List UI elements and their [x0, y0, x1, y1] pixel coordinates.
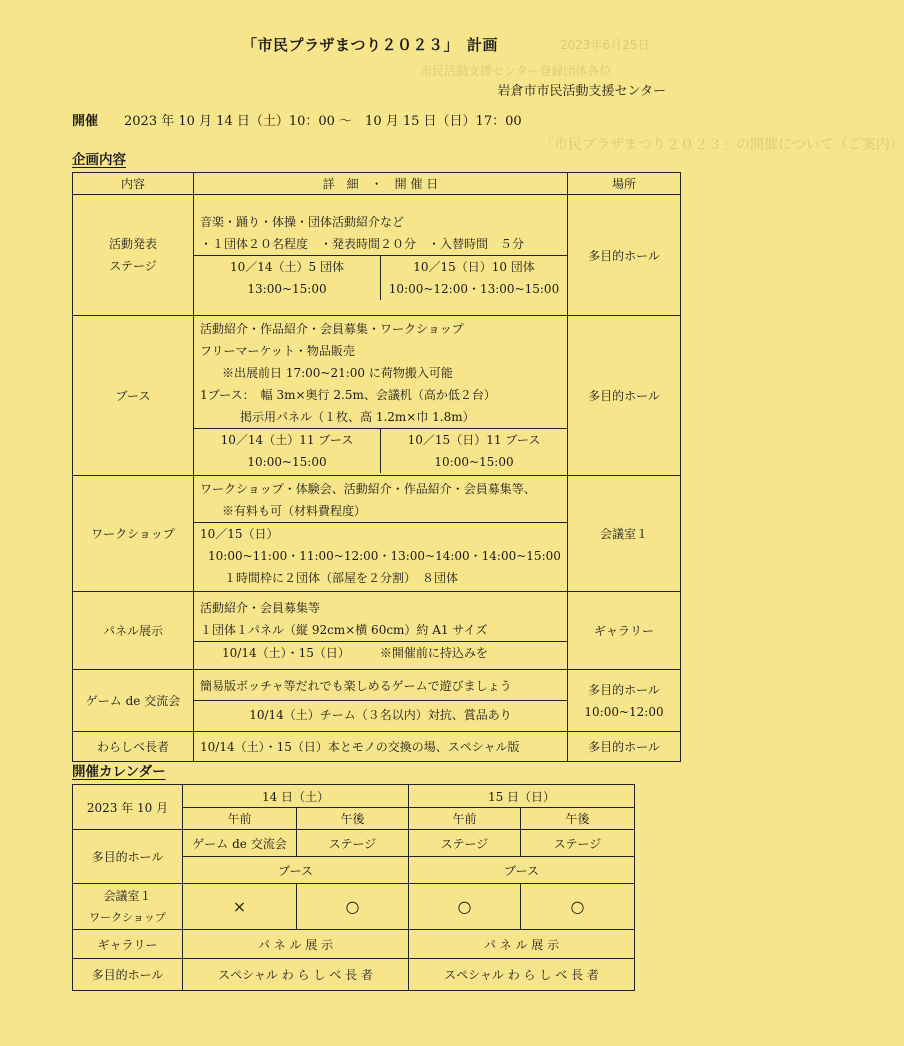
booth-day1-count: 10／14（土）11 ブース: [220, 433, 354, 447]
stage-detail: [194, 195, 568, 316]
plan-row-booth: [73, 316, 681, 476]
stage-place: 多目的ホール: [568, 195, 681, 316]
calendar-gallery-label: ギャラリー: [73, 930, 183, 959]
booth-day1: [194, 429, 380, 473]
calendar-mark: ○: [409, 884, 521, 930]
plan-row-warashibe: [73, 732, 681, 762]
plan-row-panel: [73, 592, 681, 670]
calendar-day2: 15 日（日）: [409, 785, 635, 808]
calendar-hall-label: 多目的ホール: [73, 830, 183, 884]
bleed-through-text: 市民活動支援センター登録団体各位: [420, 64, 612, 78]
workshop-place: 会議室１: [568, 476, 681, 592]
game-detail: [194, 670, 568, 732]
panel-line: １団体１パネル（縦 92cm×横 60cm）約 A1 サイズ: [200, 623, 488, 637]
workshop-line: ワークショップ・体験会、活動紹介・作品紹介・会員募集等、: [200, 482, 536, 496]
calendar-room-label: [73, 884, 183, 930]
booth-day2-time: 10:00~15:00: [434, 455, 514, 469]
stage-day2: [380, 256, 567, 300]
panel-name: パネル展示: [73, 592, 194, 670]
calendar-cell: ゲーム de 交流会: [183, 830, 297, 857]
calendar-day1: 14 日（土）: [183, 785, 409, 808]
plan-header-row: [73, 173, 681, 195]
event-period-label: 開催: [72, 114, 99, 129]
game-place-name: 多目的ホール: [588, 682, 660, 697]
plan-table: [72, 172, 681, 762]
calendar-pm: 午後: [521, 808, 635, 830]
page-title: 「市民プラザまつり２０２３」 計画: [241, 36, 498, 54]
calendar-cell: スペシャル わ ら し べ 長 者: [409, 959, 635, 991]
calendar-cell: ステージ: [521, 830, 635, 857]
warashibe-place: 多目的ホール: [568, 732, 681, 762]
stage-day1-time: 13:00~15:00: [247, 281, 327, 296]
booth-line: フリーマーケット・物品販売: [200, 344, 355, 358]
plan-row-workshop: [73, 476, 681, 592]
calendar-pm: 午後: [297, 808, 409, 830]
booth-place: 多目的ホール: [568, 316, 681, 476]
booth-line: 活動紹介・作品紹介・会員募集・ワークショップ: [200, 322, 464, 336]
bleed-through-text: 2023年6月25日: [560, 38, 650, 52]
workshop-detail: [194, 476, 568, 592]
workshop-line: 10／15（日）: [200, 527, 279, 541]
stage-line: 音楽・踊り・体操・団体活動紹介など: [200, 214, 405, 229]
calendar-mark: ×: [183, 884, 297, 930]
calendar-year-month: 2023 年 10 月: [73, 785, 183, 830]
event-period-dates: 2023 年 10 月 14 日（土）10：00 ～ 10 月 15 日（日）17：00: [124, 114, 522, 129]
booth-dates: [194, 428, 567, 473]
col-content: 内容: [73, 173, 194, 195]
plan-section-title: 企画内容: [72, 152, 126, 168]
booth-day2: [380, 429, 567, 473]
calendar-cell: パ ネ ル 展 示: [409, 930, 635, 959]
stage-line: ・１団体２０名程度 ・発表時間２０分 ・入替時間 ５分: [200, 236, 525, 251]
calendar-room-name: 会議室１: [103, 888, 152, 903]
calendar-am: 午前: [183, 808, 297, 830]
game-place-time: 10:00~12:00: [584, 704, 664, 719]
col-place: 場所: [568, 173, 681, 195]
calendar-hall2-label: 多目的ホール: [73, 959, 183, 991]
stage-day1-count: 10／14（土）5 団体: [230, 259, 344, 274]
stage-day2-count: 10／15（日）10 団体: [413, 259, 535, 274]
workshop-line: 10:00~11:00・11:00~12:00・13:00~14:00・14:00~15:00: [208, 549, 561, 563]
panel-detail: [194, 592, 568, 670]
calendar-mark: ○: [521, 884, 635, 930]
calendar-cell: ステージ: [297, 830, 409, 857]
calendar-cell: ステージ: [409, 830, 521, 857]
booth-name: ブース: [73, 316, 194, 476]
game-line: 10/14（土）チーム（３名以内）対抗、賞品あり: [249, 708, 512, 722]
warashibe-detail: 10/14（土）・15（日）本とモノの交換の場、スペシャル版: [194, 732, 568, 762]
stage-name-text: 活動発表 ステージ: [108, 237, 157, 273]
calendar-cell: スペシャル わ ら し べ 長 者: [183, 959, 409, 991]
booth-line: 掲示用パネル（１枚、高 1.2m×巾 1.8m）: [240, 410, 475, 424]
game-place: [568, 670, 681, 732]
plan-row-game: [73, 670, 681, 732]
col-detail: 詳 細 ・ 開 催 日: [194, 173, 568, 195]
plan-row-stage: [73, 195, 681, 316]
calendar-table: [72, 784, 635, 991]
game-line: 簡易版ボッチャ等だれでも楽しめるゲームで遊びましょう: [200, 679, 512, 693]
booth-day1-time: 10:00~15:00: [247, 455, 327, 469]
panel-line: 活動紹介・会員募集等: [200, 601, 321, 615]
event-period: [72, 110, 522, 129]
stage-day1: [194, 256, 380, 300]
warashibe-name: わらしべ長者: [73, 732, 194, 762]
stage-dates: [194, 255, 567, 300]
stage-day2-time: 10:00~12:00・13:00~15:00: [388, 281, 560, 296]
workshop-line: ※有料も可（材料費程度）: [222, 504, 367, 518]
booth-line: 1ブース： 幅 3m×奥行 2.5m、会議机（高か低２台）: [200, 388, 496, 402]
workshop-name: ワークショップ: [73, 476, 194, 592]
calendar-room-sub: ワークショップ: [89, 910, 166, 924]
calendar-section-title: 開催カレンダー: [72, 764, 166, 780]
workshop-line: １時間枠に２団体（部屋を２分割） ８団体: [224, 571, 459, 585]
calendar-cell: パ ネ ル 展 示: [183, 930, 409, 959]
calendar-cell: ブース: [409, 857, 635, 884]
booth-detail: [194, 316, 568, 476]
calendar-cell: ブース: [183, 857, 409, 884]
game-name: ゲーム de 交流会: [73, 670, 194, 732]
booth-line: ※出展前日 17:00~21:00 に荷物搬入可能: [222, 366, 453, 380]
booth-day2-count: 10／15（日）11 ブース: [407, 433, 541, 447]
bleed-through-text: 「市民プラザまつり２０２３」の開催について（ご案内）: [540, 137, 904, 153]
calendar-am: 午前: [409, 808, 521, 830]
panel-dates: [194, 641, 567, 664]
organizer-name: 岩倉市市民活動支援センター: [497, 84, 666, 99]
panel-place: ギャラリー: [568, 592, 681, 670]
stage-name: [73, 195, 194, 316]
panel-line: 10/14（土）・15（日） ※開催前に持込みを: [222, 646, 488, 660]
calendar-mark: ○: [297, 884, 409, 930]
workshop-schedule: [194, 522, 567, 589]
game-dates: [194, 700, 567, 729]
